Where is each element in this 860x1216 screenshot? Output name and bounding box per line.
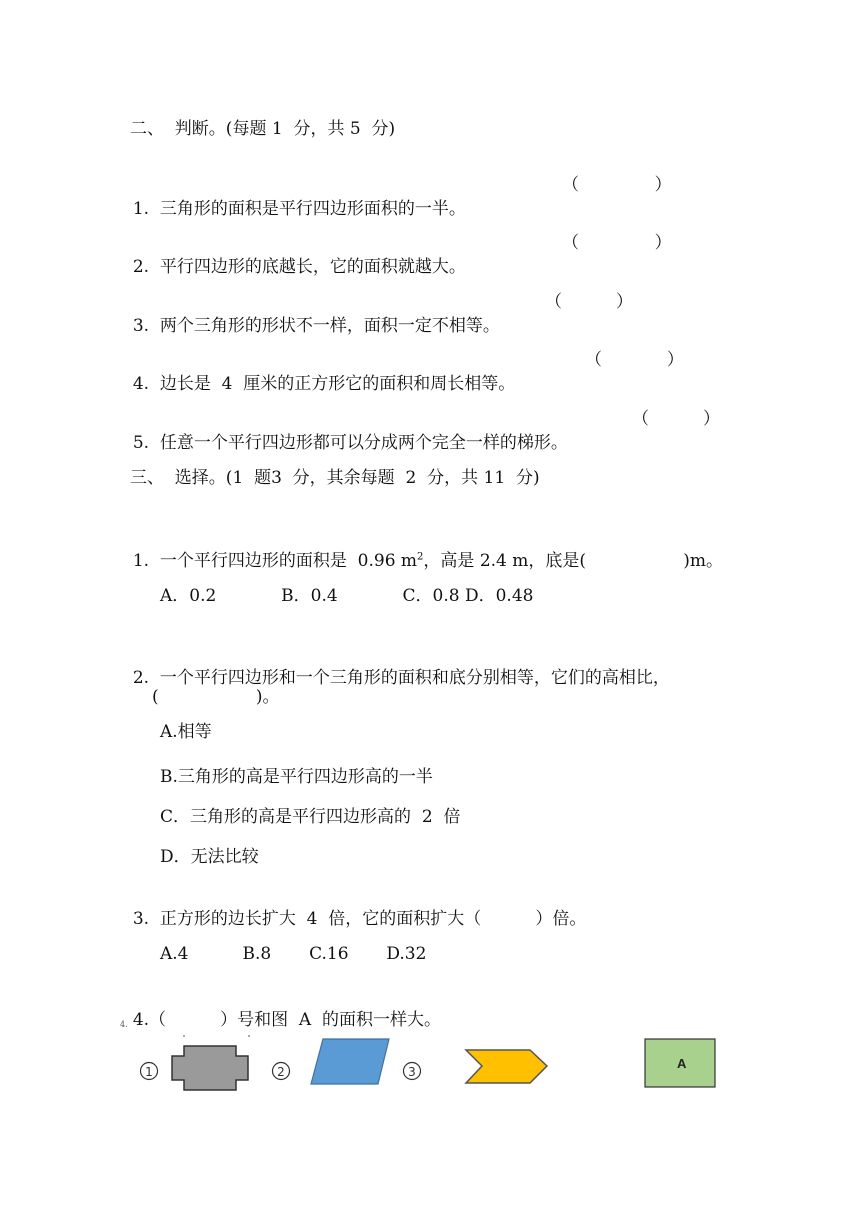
answer-paren-1[interactable]: （ ）: [562, 175, 672, 195]
q2-option-b[interactable]: B.三角形的高是平行四边形高的一半: [160, 767, 433, 787]
q1-text-pre: 一个平行四边形的面积是 0.96 m: [159, 551, 418, 571]
q2-option-c[interactable]: C．三角形的高是平行四边形高的 2 倍: [160, 807, 461, 827]
shape-3-yellow-chevron[interactable]: [466, 1050, 547, 1083]
svg-text:1: 1: [145, 1065, 153, 1079]
section3-title: 三、 选择。(1 题3 分，其余每题 2 分，共 11 分): [130, 468, 540, 488]
answer-paren-3[interactable]: （ ）: [545, 292, 634, 312]
choice-q1: [122, 525, 723, 573]
shape-label-3: [404, 1063, 421, 1080]
q1-superscript: 2: [417, 551, 424, 563]
shape-label-1: [141, 1063, 158, 1080]
q2-option-d[interactable]: D．无法比较: [160, 847, 259, 867]
answer-paren-5[interactable]: （ ）: [632, 409, 721, 429]
section2-title: 二、 判断。(每题 1 分，共 5 分): [130, 119, 396, 139]
judge-item-3: [122, 290, 500, 338]
item-number: 3.: [132, 909, 150, 929]
item-number: 1.: [132, 199, 150, 219]
q2-text-line1: 一个平行四边形和一个三角形的面积和底分别相等，它们的高相比，: [159, 668, 670, 688]
judge-item-2: [122, 231, 466, 279]
item-text: 边长是 4 厘米的正方形它的面积和周长相等。: [159, 374, 516, 394]
tiny-mark: 4.: [120, 1020, 128, 1029]
q2-text-line2: ( )。: [152, 687, 280, 707]
item-number: 2.: [132, 257, 150, 277]
item-number: 5.: [132, 433, 150, 453]
item-number: 4.: [132, 374, 150, 394]
item-number: 4.: [132, 1010, 150, 1030]
item-text: 任意一个平行四边形都可以分成两个完全一样的梯形。: [159, 433, 568, 453]
q3-text: 正方形的边长扩大 4 倍，它的面积扩大（ ）倍。: [159, 909, 587, 929]
q1-options[interactable]: A．0.2 B．0.4 C．0.8 D．0.48: [160, 586, 534, 606]
shape-a-label: A: [677, 1056, 687, 1071]
answer-paren-4[interactable]: （ ）: [585, 350, 684, 370]
judge-item-4: [122, 348, 515, 396]
shape-1-gray[interactable]: [172, 1046, 248, 1090]
item-number: 1.: [132, 551, 150, 571]
item-number: 3.: [132, 316, 150, 336]
q1-text-post: ，高是 2.4 m，底是( )m。: [423, 551, 724, 571]
answer-paren-2[interactable]: （ ）: [562, 233, 672, 253]
item-text: 平行四边形的底越长，它的面积就越大。: [159, 257, 466, 277]
item-text: 三角形的面积是平行四边形面积的一半。: [159, 199, 466, 219]
svg-text:3: 3: [408, 1065, 416, 1079]
q4-text: （ ）号和图 A 的面积一样大。: [149, 1010, 441, 1030]
choice-q3: [122, 883, 586, 931]
q2-option-a[interactable]: A.相等: [160, 722, 212, 742]
shapes-figure: [0, 1020, 860, 1110]
item-text: 两个三角形的形状不一样，面积一定不相等。: [159, 316, 500, 336]
judge-item-5: [122, 407, 568, 455]
judge-item-1: [122, 173, 466, 221]
svg-text:2: 2: [277, 1065, 285, 1079]
shape-label-2: [273, 1063, 290, 1080]
q3-options[interactable]: A.4 B.8 C.16 D.32: [160, 944, 427, 964]
choice-q2: [122, 642, 670, 690]
item-number: 2.: [132, 668, 150, 688]
shape-2-blue-parallelogram[interactable]: [311, 1039, 389, 1084]
